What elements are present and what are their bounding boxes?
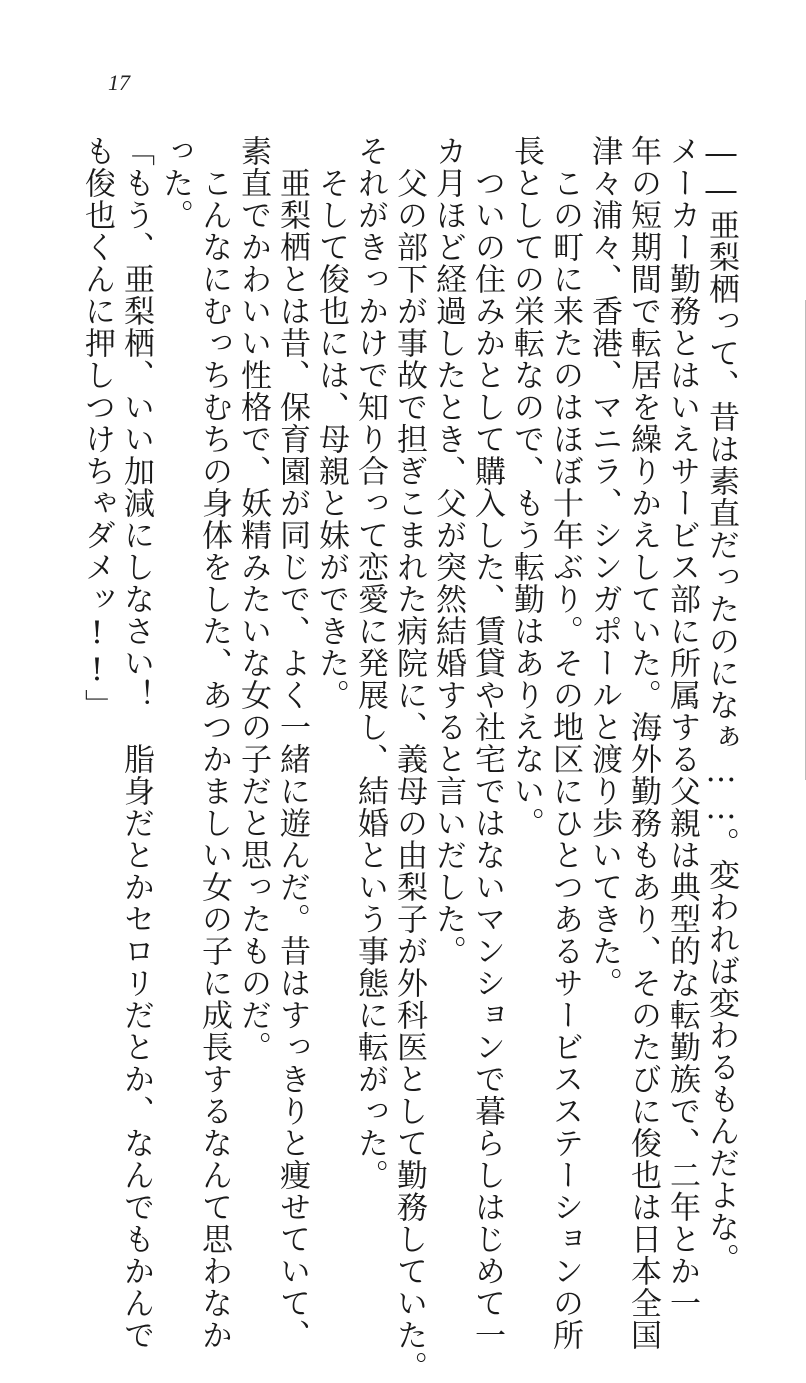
- text-column-13: 素直でかわいい性格で、妖精みたいな女の子だと思ったものだ。: [235, 135, 271, 1063]
- text-column-6: 長としての栄転なので、もう転勤はありえない。: [508, 135, 544, 839]
- text-column-16: 「もう、亜梨栖、いい加減にしなさい！ 脂身だとかセロリだとか、なんでもかんで: [118, 135, 154, 1351]
- text-column-10: それがきっかけで知り合って恋愛に発展し、結婚という事態に転がった。: [352, 135, 388, 1191]
- novel-body-text: [50, 135, 740, 1383]
- page-number: 17: [108, 70, 130, 95]
- text-column-11: そして俊也には、母親と妹ができた。: [313, 135, 349, 711]
- text-column-14: こんなにむっちむちの身体をした、あつかましい女の子に成長するなんて思わなか: [196, 135, 232, 1351]
- text-column-15: った。: [157, 135, 193, 231]
- text-column-3: 年の短期間で転居を繰りかえしていた。海外勤務もあり、そのたびに俊也は日本全国: [625, 135, 661, 1351]
- text-column-5: この町に来たのはほぼ十年ぶり。その地区にひとつあるサービスステーションの所: [547, 135, 583, 1351]
- text-column-7: ついの住みかとして購入した、賃貸や社宅ではないマンションで暮らしはじめて一: [469, 135, 505, 1351]
- text-column-12: 亜梨栖とは昔、保育園が同じで、よく一緒に遊んだ。昔はすっきりと痩せていて、: [274, 135, 310, 1351]
- text-column-4: 津々浦々、香港、マニラ、シンガポールと渡り歩いてきた。: [586, 135, 622, 999]
- text-column-1: ――亜梨栖って、昔は素直だったのになぁ……。変われば変わるもんだよな。: [703, 135, 739, 1275]
- text-column-2: メーカー勤務とはいえサービス部に所属する父親は典型的な転勤族で、二年とか一: [664, 135, 700, 1319]
- text-column-17: も俊也くんに押しつけちゃダメッ!!」: [79, 135, 115, 721]
- text-column-8: カ月ほど経過したとき、父が突然結婚すると言いだした。: [430, 135, 466, 967]
- text-column-9: 父の部下が事故で担ぎこまれた病院に、義母の由梨子が外科医として勤務していた。: [391, 135, 427, 1383]
